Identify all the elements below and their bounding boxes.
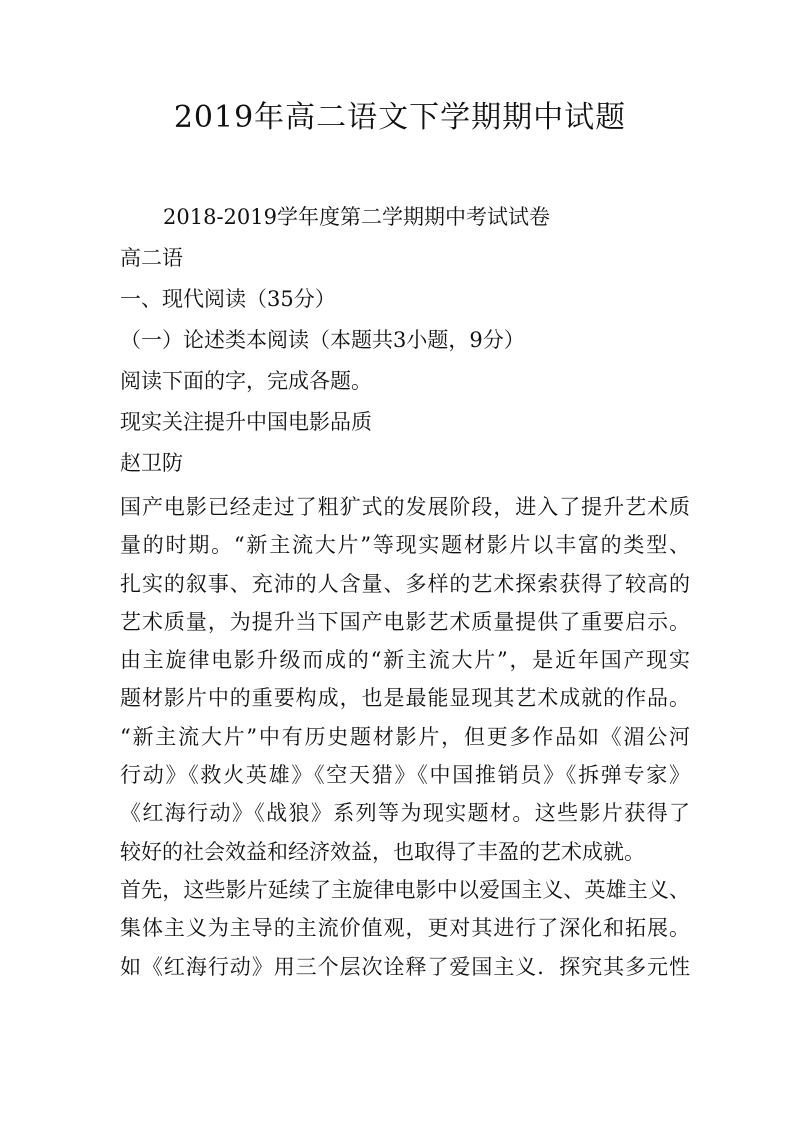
paragraph-line: 量的时期。“新主流大片”等现实题材影片以丰富的类型、: [120, 533, 690, 558]
grade-subject: 高二语: [120, 246, 183, 270]
document-title: 2019年高二语文下学期期中试题: [173, 100, 627, 135]
exam-header: 2018-2019学年度第二学期期中考试试卷: [163, 205, 550, 229]
paragraph-line: 行动》《救火英雄》《空天猎》《中国推销员》《拆弹专家》: [120, 763, 690, 788]
paragraph-line: 如《红海行动》用三个层次诠释了爱国主义．探究其多元性: [120, 954, 690, 979]
article-title: 现实关注提升中国电影品质: [120, 410, 372, 434]
paragraph-line: 国产电影已经走过了粗犷式的发展阶段，进入了提升艺术质: [120, 495, 690, 519]
paragraph-line: “新主流大片”中有历史题材影片，但更多作品如《湄公河: [120, 724, 690, 749]
paragraph-line: 较好的社会效益和经济效益，也取得了丰盈的艺术成就。: [120, 839, 645, 864]
paragraph-line: 《红海行动》《战狼》系列等为现实题材。这些影片获得了: [120, 801, 690, 826]
paragraph-line: 题材影片中的重要构成，也是最能显现其艺术成就的作品。: [120, 686, 690, 711]
article-author: 赵卫防: [120, 451, 183, 475]
paragraph-line: 扎实的叙事、充沛的人含量、多样的艺术探索获得了较高的: [120, 571, 690, 596]
paragraph-line: 首先，这些影片延续了主旋律电影中以爱国主义、英雄主义、: [120, 877, 690, 902]
article-body: [120, 488, 690, 986]
paragraph-line: 由主旋律电影升级而成的“新主流大片”，是近年国产现实: [120, 648, 690, 673]
paragraph-line: 艺术质量，为提升当下国产电影艺术质量提供了重要启示。: [120, 609, 690, 634]
subsection-heading: （一）论述类本阅读（本题共3小题，9分）: [120, 328, 525, 352]
instruction-text: 阅读下面的字，完成各题。: [120, 369, 372, 393]
paragraph-line: 集体主义为主导的主流价值观，更对其进行了深化和拓展。: [120, 916, 690, 941]
section-heading: 一、现代阅读（35分）: [120, 287, 336, 311]
